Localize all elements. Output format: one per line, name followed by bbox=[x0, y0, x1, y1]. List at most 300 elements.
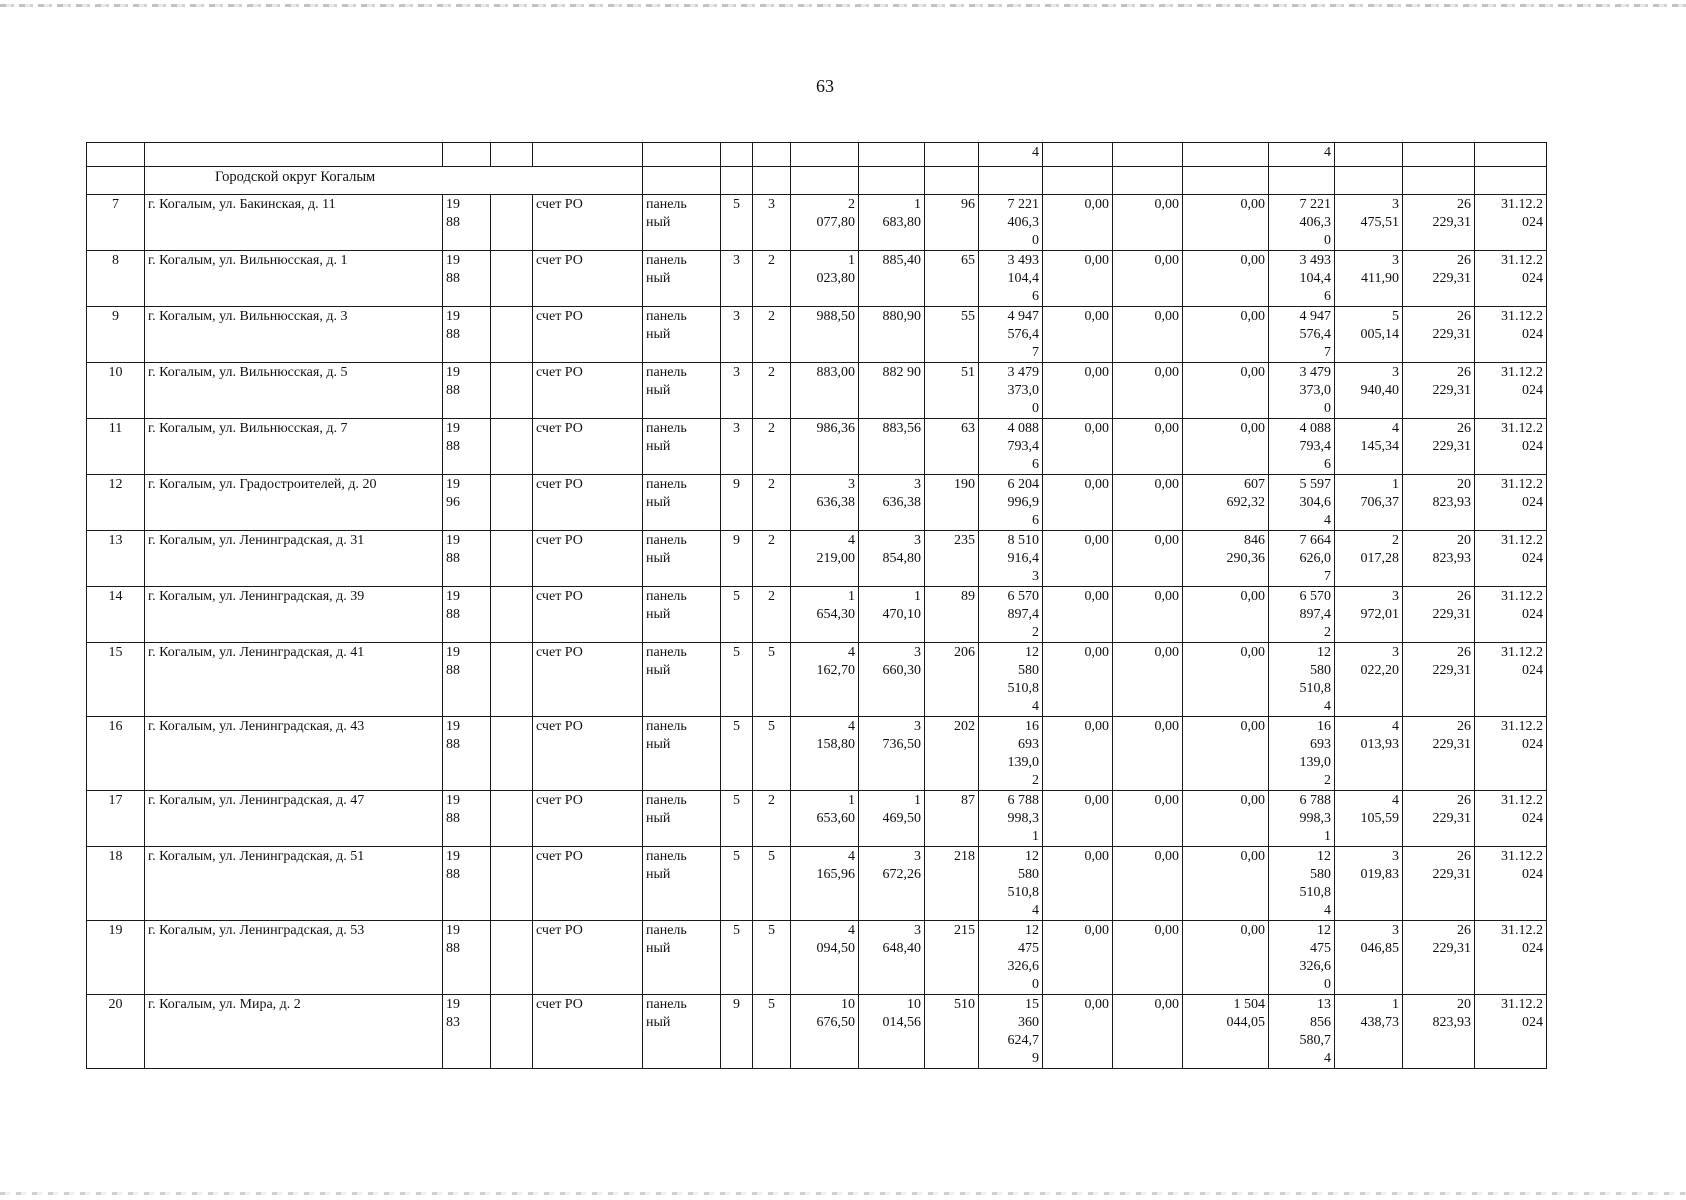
deadline-line: 31.12.2 bbox=[1501, 365, 1543, 380]
table-row bbox=[87, 251, 1547, 307]
area-living-line: 10 bbox=[907, 997, 921, 1012]
fund-federal-cell: 0,00 bbox=[1043, 587, 1113, 643]
limit-per-m2-line: 26 bbox=[1457, 645, 1471, 660]
area-total-line: 4 bbox=[848, 533, 855, 548]
build-year-cell bbox=[443, 717, 491, 791]
deadline-cell bbox=[1475, 195, 1547, 251]
limit-per-m2-line: 229,31 bbox=[1432, 607, 1471, 622]
fund-local-cell bbox=[1183, 995, 1269, 1069]
fund-owners-line: 304,6 bbox=[1299, 495, 1331, 510]
area-total-line: 4 bbox=[848, 849, 855, 864]
wall-material-line: ный bbox=[646, 327, 671, 342]
area-total-line: 988,50 bbox=[816, 309, 855, 324]
area-living-line: 883,56 bbox=[882, 421, 921, 436]
residents-cell: 89 bbox=[925, 587, 979, 643]
build-year-cell bbox=[443, 791, 491, 847]
row-number-cell: 20 bbox=[87, 995, 145, 1069]
fund-owners-line: 998,3 bbox=[1299, 811, 1331, 826]
cost-total-line: 4 bbox=[1032, 903, 1039, 918]
limit-per-m2-cell bbox=[1403, 419, 1475, 475]
fund-owners-line: 2 bbox=[1324, 625, 1331, 640]
area-total-cell bbox=[791, 921, 859, 995]
fund-local-cell: 0,00 bbox=[1183, 847, 1269, 921]
fund-federal-cell: 0,00 bbox=[1043, 643, 1113, 717]
cost-total-line: 326,6 bbox=[1007, 959, 1039, 974]
floors-cell: 9 bbox=[721, 531, 753, 587]
fund-owners-line: 0 bbox=[1324, 233, 1331, 248]
fund-account-cell: счет РО bbox=[533, 475, 643, 531]
build-year-cell bbox=[443, 847, 491, 921]
build-year-line: 88 bbox=[446, 737, 460, 752]
fund-owners-line: 104,4 bbox=[1299, 271, 1331, 286]
build-year-line: 19 bbox=[446, 477, 460, 492]
build-year-line: 19 bbox=[446, 719, 460, 734]
build-year-line: 19 bbox=[446, 365, 460, 380]
deadline-cell bbox=[1475, 363, 1547, 419]
fund-owners-cell bbox=[1269, 195, 1335, 251]
wall-material-line: ный bbox=[646, 941, 671, 956]
wall-material-line: ный bbox=[646, 663, 671, 678]
deadline-cell bbox=[1475, 847, 1547, 921]
entrances-cell: 3 bbox=[753, 195, 791, 251]
fund-local-line: 846 bbox=[1244, 533, 1265, 548]
entrances-cell: 2 bbox=[753, 475, 791, 531]
area-living-line: 882 90 bbox=[882, 365, 921, 380]
fund-local-cell: 0,00 bbox=[1183, 717, 1269, 791]
fund-local-cell: 0,00 bbox=[1183, 643, 1269, 717]
floors-cell: 5 bbox=[721, 847, 753, 921]
cost-total-line: 4 947 bbox=[1007, 309, 1039, 324]
empty-cell-cell bbox=[491, 251, 533, 307]
limit-per-m2-line: 229,31 bbox=[1432, 867, 1471, 882]
area-living-line: 854,80 bbox=[882, 551, 921, 566]
cost-total-line: 998,3 bbox=[1007, 811, 1039, 826]
deadline-line: 31.12.2 bbox=[1501, 589, 1543, 604]
fund-owners-line: 7 bbox=[1324, 345, 1331, 360]
area-total-cell bbox=[791, 419, 859, 475]
residents-cell: 206 bbox=[925, 643, 979, 717]
fund-owners-line: 2 bbox=[1324, 773, 1331, 788]
fund-local-cell: 0,00 bbox=[1183, 587, 1269, 643]
cost-per-m2-line: 3 bbox=[1392, 645, 1399, 660]
cost-per-m2-line: 1 bbox=[1392, 477, 1399, 492]
fund-owners-line: 4 bbox=[1324, 699, 1331, 714]
table-row bbox=[87, 363, 1547, 419]
area-living-cell bbox=[859, 475, 925, 531]
wall-material-cell bbox=[643, 419, 721, 475]
cost-per-m2-line: 4 bbox=[1392, 421, 1399, 436]
fund-local-line: 1 504 bbox=[1233, 997, 1265, 1012]
area-living-line: 1 bbox=[914, 793, 921, 808]
address-cell: г. Когалым, ул. Вильнюсская, д. 7 bbox=[145, 419, 443, 475]
fund-federal-cell: 0,00 bbox=[1043, 307, 1113, 363]
fund-federal-cell: 0,00 bbox=[1043, 195, 1113, 251]
cost-per-m2-line: 438,73 bbox=[1360, 1015, 1399, 1030]
cost-total-line: 2 bbox=[1032, 625, 1039, 640]
cost-total-cell bbox=[979, 791, 1043, 847]
fund-local-cell: 0,00 bbox=[1183, 195, 1269, 251]
limit-per-m2-line: 20 bbox=[1457, 477, 1471, 492]
table-row bbox=[87, 419, 1547, 475]
fund-local-cell: 0,00 bbox=[1183, 921, 1269, 995]
table-row bbox=[87, 195, 1547, 251]
fund-account-cell: счет РО bbox=[533, 791, 643, 847]
area-living-line: 683,80 bbox=[882, 215, 921, 230]
wall-material-line: панель bbox=[646, 477, 687, 492]
entrances-cell: 5 bbox=[753, 643, 791, 717]
header-row bbox=[87, 143, 1547, 167]
cost-per-m2-line: 3 bbox=[1392, 365, 1399, 380]
fund-owners-line: 626,0 bbox=[1299, 551, 1331, 566]
empty-cell-cell bbox=[491, 587, 533, 643]
fund-owners-cell bbox=[1269, 251, 1335, 307]
build-year-line: 19 bbox=[446, 849, 460, 864]
deadline-line: 024 bbox=[1522, 941, 1543, 956]
cost-per-m2-cell bbox=[1335, 791, 1403, 847]
fund-owners-line: 7 221 bbox=[1299, 197, 1331, 212]
fund-owners-cell bbox=[1269, 531, 1335, 587]
cost-per-m2-cell bbox=[1335, 995, 1403, 1069]
fund-owners-cell bbox=[1269, 643, 1335, 717]
area-living-line: 1 bbox=[914, 197, 921, 212]
build-year-line: 88 bbox=[446, 383, 460, 398]
area-living-cell bbox=[859, 847, 925, 921]
area-total-line: 2 bbox=[848, 197, 855, 212]
fund-owners-cell bbox=[1269, 363, 1335, 419]
cost-total-line: 510,8 bbox=[1007, 681, 1039, 696]
entrances-cell: 2 bbox=[753, 587, 791, 643]
area-total-line: 158,80 bbox=[816, 737, 855, 752]
cost-total-line: 4 088 bbox=[1007, 421, 1039, 436]
fund-owners-cell bbox=[1269, 791, 1335, 847]
row-number-cell: 8 bbox=[87, 251, 145, 307]
row-number-cell: 12 bbox=[87, 475, 145, 531]
empty-cell-cell bbox=[491, 643, 533, 717]
cost-total-line: 6 bbox=[1032, 289, 1039, 304]
cost-per-m2-cell bbox=[1335, 717, 1403, 791]
wall-material-line: панель bbox=[646, 997, 687, 1012]
deadline-cell bbox=[1475, 587, 1547, 643]
residents-cell: 510 bbox=[925, 995, 979, 1069]
cost-total-line: 139,0 bbox=[1007, 755, 1039, 770]
build-year-cell bbox=[443, 531, 491, 587]
area-living-cell bbox=[859, 531, 925, 587]
cost-total-cell bbox=[979, 847, 1043, 921]
residents-cell: 215 bbox=[925, 921, 979, 995]
deadline-line: 31.12.2 bbox=[1501, 533, 1543, 548]
row-number-cell: 7 bbox=[87, 195, 145, 251]
wall-material-line: панель bbox=[646, 849, 687, 864]
empty-cell-cell bbox=[491, 717, 533, 791]
area-total-cell bbox=[791, 643, 859, 717]
build-year-line: 19 bbox=[446, 253, 460, 268]
area-total-line: 023,80 bbox=[816, 271, 855, 286]
cost-total-line: 12 bbox=[1025, 923, 1039, 938]
area-living-cell bbox=[859, 195, 925, 251]
cost-total-line: 916,4 bbox=[1007, 551, 1039, 566]
limit-per-m2-line: 20 bbox=[1457, 533, 1471, 548]
cost-per-m2-line: 019,83 bbox=[1360, 867, 1399, 882]
area-living-cell bbox=[859, 717, 925, 791]
build-year-cell bbox=[443, 643, 491, 717]
wall-material-line: панель bbox=[646, 421, 687, 436]
residents-cell: 65 bbox=[925, 251, 979, 307]
cost-total-cell bbox=[979, 995, 1043, 1069]
area-total-line: 654,30 bbox=[816, 607, 855, 622]
entrances-cell: 2 bbox=[753, 791, 791, 847]
area-total-cell bbox=[791, 847, 859, 921]
build-year-line: 19 bbox=[446, 309, 460, 324]
table-row bbox=[87, 475, 1547, 531]
wall-material-line: ный bbox=[646, 271, 671, 286]
cost-per-m2-line: 3 bbox=[1392, 197, 1399, 212]
row-number-cell: 17 bbox=[87, 791, 145, 847]
wall-material-line: панель bbox=[646, 719, 687, 734]
limit-per-m2-cell bbox=[1403, 847, 1475, 921]
fund-local-cell bbox=[1183, 531, 1269, 587]
fund-owners-line: 6 bbox=[1324, 289, 1331, 304]
entrances-cell: 5 bbox=[753, 921, 791, 995]
deadline-line: 024 bbox=[1522, 737, 1543, 752]
area-total-line: 1 bbox=[848, 253, 855, 268]
residents-cell: 87 bbox=[925, 791, 979, 847]
deadline-line: 024 bbox=[1522, 663, 1543, 678]
deadline-line: 024 bbox=[1522, 551, 1543, 566]
area-living-cell bbox=[859, 419, 925, 475]
cost-per-m2-cell bbox=[1335, 531, 1403, 587]
wall-material-line: панель bbox=[646, 923, 687, 938]
empty-cell-cell bbox=[491, 195, 533, 251]
build-year-cell bbox=[443, 195, 491, 251]
entrances-cell: 2 bbox=[753, 307, 791, 363]
build-year-cell bbox=[443, 475, 491, 531]
cost-per-m2-line: 2 bbox=[1392, 533, 1399, 548]
row-number-cell: 10 bbox=[87, 363, 145, 419]
cost-total-cell bbox=[979, 195, 1043, 251]
cost-total-line: 0 bbox=[1032, 401, 1039, 416]
cost-per-m2-cell bbox=[1335, 643, 1403, 717]
fund-federal-cell: 0,00 bbox=[1043, 251, 1113, 307]
area-total-line: 4 bbox=[848, 645, 855, 660]
fund-owners-line: 12 bbox=[1317, 923, 1331, 938]
deadline-line: 31.12.2 bbox=[1501, 421, 1543, 436]
build-year-line: 88 bbox=[446, 439, 460, 454]
deadline-line: 024 bbox=[1522, 215, 1543, 230]
fund-owners-line: 793,4 bbox=[1299, 439, 1331, 454]
residents-cell: 96 bbox=[925, 195, 979, 251]
cost-total-line: 3 bbox=[1032, 569, 1039, 584]
wall-material-cell bbox=[643, 251, 721, 307]
deadline-line: 31.12.2 bbox=[1501, 719, 1543, 734]
cost-total-line: 510,8 bbox=[1007, 885, 1039, 900]
address-cell: г. Когалым, ул. Ленинградская, д. 39 bbox=[145, 587, 443, 643]
area-total-cell bbox=[791, 195, 859, 251]
fund-account-cell: счет РО bbox=[533, 587, 643, 643]
cost-total-line: 580 bbox=[1018, 867, 1039, 882]
table-row bbox=[87, 307, 1547, 363]
area-living-line: 885,40 bbox=[882, 253, 921, 268]
area-total-line: 1 bbox=[848, 589, 855, 604]
address-cell: г. Когалым, ул. Бакинская, д. 11 bbox=[145, 195, 443, 251]
wall-material-cell bbox=[643, 475, 721, 531]
fund-owners-line: 373,0 bbox=[1299, 383, 1331, 398]
deadline-line: 024 bbox=[1522, 867, 1543, 882]
floors-cell: 5 bbox=[721, 717, 753, 791]
area-living-cell bbox=[859, 995, 925, 1069]
cost-total-line: 693 bbox=[1018, 737, 1039, 752]
build-year-line: 96 bbox=[446, 495, 460, 510]
empty-cell-cell bbox=[491, 363, 533, 419]
deadline-line: 31.12.2 bbox=[1501, 477, 1543, 492]
residents-cell: 202 bbox=[925, 717, 979, 791]
table-row bbox=[87, 995, 1547, 1069]
fund-owners-line: 406,3 bbox=[1299, 215, 1331, 230]
wall-material-line: ный bbox=[646, 439, 671, 454]
fund-owners-cell bbox=[1269, 847, 1335, 921]
build-year-line: 19 bbox=[446, 533, 460, 548]
cost-per-m2-line: 5 bbox=[1392, 309, 1399, 324]
wall-material-line: ный bbox=[646, 215, 671, 230]
build-year-line: 19 bbox=[446, 589, 460, 604]
limit-per-m2-cell bbox=[1403, 791, 1475, 847]
cost-per-m2-line: 475,51 bbox=[1360, 215, 1399, 230]
cost-per-m2-line: 3 bbox=[1392, 589, 1399, 604]
row-number-cell: 16 bbox=[87, 717, 145, 791]
area-total-cell bbox=[791, 251, 859, 307]
fund-owners-line: 4 947 bbox=[1299, 309, 1331, 324]
fund-owners-line: 693 bbox=[1310, 737, 1331, 752]
build-year-line: 88 bbox=[446, 811, 460, 826]
area-total-line: 162,70 bbox=[816, 663, 855, 678]
fund-regional-cell: 0,00 bbox=[1113, 791, 1183, 847]
build-year-cell bbox=[443, 995, 491, 1069]
cost-total-line: 7 221 bbox=[1007, 197, 1039, 212]
wall-material-line: панель bbox=[646, 589, 687, 604]
deadline-line: 31.12.2 bbox=[1501, 309, 1543, 324]
address-cell: г. Когалым, ул. Ленинградская, д. 43 bbox=[145, 717, 443, 791]
wall-material-line: ный bbox=[646, 811, 671, 826]
cost-per-m2-cell bbox=[1335, 251, 1403, 307]
empty-cell-cell bbox=[491, 531, 533, 587]
area-total-line: 676,50 bbox=[816, 1015, 855, 1030]
deadline-line: 024 bbox=[1522, 439, 1543, 454]
deadline-line: 31.12.2 bbox=[1501, 197, 1543, 212]
address-cell: г. Когалым, ул. Ленинградская, д. 31 bbox=[145, 531, 443, 587]
entrances-cell: 5 bbox=[753, 717, 791, 791]
area-living-line: 3 bbox=[914, 719, 921, 734]
build-year-line: 88 bbox=[446, 867, 460, 882]
cost-per-m2-cell bbox=[1335, 363, 1403, 419]
empty-cell-cell bbox=[491, 791, 533, 847]
limit-per-m2-line: 26 bbox=[1457, 589, 1471, 604]
wall-material-line: ный bbox=[646, 1015, 671, 1030]
fund-owners-cell bbox=[1269, 921, 1335, 995]
cost-total-line: 373,0 bbox=[1007, 383, 1039, 398]
deadline-cell bbox=[1475, 419, 1547, 475]
fund-local-line: 607 bbox=[1244, 477, 1265, 492]
area-total-cell bbox=[791, 791, 859, 847]
fund-account-cell: счет РО bbox=[533, 995, 643, 1069]
area-living-line: 636,38 bbox=[882, 495, 921, 510]
empty-cell-cell bbox=[491, 847, 533, 921]
deadline-line: 31.12.2 bbox=[1501, 253, 1543, 268]
area-living-cell bbox=[859, 363, 925, 419]
wall-material-cell bbox=[643, 643, 721, 717]
area-total-cell bbox=[791, 531, 859, 587]
scan-edge-top bbox=[0, 4, 1686, 7]
limit-per-m2-cell bbox=[1403, 531, 1475, 587]
address-cell: г. Когалым, ул. Ленинградская, д. 51 bbox=[145, 847, 443, 921]
build-year-line: 88 bbox=[446, 271, 460, 286]
deadline-cell bbox=[1475, 251, 1547, 307]
area-total-line: 986,36 bbox=[816, 421, 855, 436]
deadline-line: 024 bbox=[1522, 383, 1543, 398]
limit-per-m2-line: 229,31 bbox=[1432, 737, 1471, 752]
limit-per-m2-line: 823,93 bbox=[1432, 495, 1471, 510]
fund-account-cell: счет РО bbox=[533, 921, 643, 995]
fund-local-line: 692,32 bbox=[1226, 495, 1265, 510]
area-living-line: 648,40 bbox=[882, 941, 921, 956]
cost-total-line: 624,7 bbox=[1007, 1033, 1039, 1048]
limit-per-m2-line: 229,31 bbox=[1432, 811, 1471, 826]
limit-per-m2-line: 26 bbox=[1457, 923, 1471, 938]
fund-owners-line: 6 bbox=[1324, 457, 1331, 472]
build-year-line: 88 bbox=[446, 941, 460, 956]
deadline-line: 024 bbox=[1522, 1015, 1543, 1030]
area-total-line: 077,80 bbox=[816, 215, 855, 230]
build-year-line: 19 bbox=[446, 793, 460, 808]
deadline-cell bbox=[1475, 995, 1547, 1069]
limit-per-m2-cell bbox=[1403, 251, 1475, 307]
cost-total-line: 9 bbox=[1032, 1051, 1039, 1066]
fund-local-cell bbox=[1183, 475, 1269, 531]
area-total-line: 653,60 bbox=[816, 811, 855, 826]
limit-per-m2-line: 229,31 bbox=[1432, 327, 1471, 342]
cost-total-line: 0 bbox=[1032, 233, 1039, 248]
area-living-line: 470,10 bbox=[882, 607, 921, 622]
fund-owners-line: 3 479 bbox=[1299, 365, 1331, 380]
build-year-cell bbox=[443, 251, 491, 307]
fund-regional-cell: 0,00 bbox=[1113, 363, 1183, 419]
cost-total-cell bbox=[979, 363, 1043, 419]
fund-owners-line: 7 bbox=[1324, 569, 1331, 584]
deadline-line: 024 bbox=[1522, 495, 1543, 510]
cost-total-line: 4 bbox=[1032, 699, 1039, 714]
build-year-cell bbox=[443, 921, 491, 995]
limit-per-m2-line: 229,31 bbox=[1432, 663, 1471, 678]
fund-owners-line: 897,4 bbox=[1299, 607, 1331, 622]
wall-material-line: панель bbox=[646, 197, 687, 212]
cost-total-line: 580 bbox=[1018, 663, 1039, 678]
fund-owners-line: 12 bbox=[1317, 645, 1331, 660]
cost-per-m2-line: 940,40 bbox=[1360, 383, 1399, 398]
fund-owners-line: 6 788 bbox=[1299, 793, 1331, 808]
limit-per-m2-cell bbox=[1403, 921, 1475, 995]
cost-total-line: 475 bbox=[1018, 941, 1039, 956]
page-number: 63 bbox=[816, 76, 834, 96]
area-total-cell bbox=[791, 995, 859, 1069]
fund-local-cell: 0,00 bbox=[1183, 419, 1269, 475]
cost-total-cell bbox=[979, 307, 1043, 363]
limit-per-m2-line: 229,31 bbox=[1432, 383, 1471, 398]
wall-material-line: панель bbox=[646, 793, 687, 808]
residents-cell: 51 bbox=[925, 363, 979, 419]
wall-material-cell bbox=[643, 791, 721, 847]
area-total-line: 3 bbox=[848, 477, 855, 492]
area-living-line: 3 bbox=[914, 645, 921, 660]
build-year-line: 19 bbox=[446, 645, 460, 660]
fund-regional-cell: 0,00 bbox=[1113, 587, 1183, 643]
